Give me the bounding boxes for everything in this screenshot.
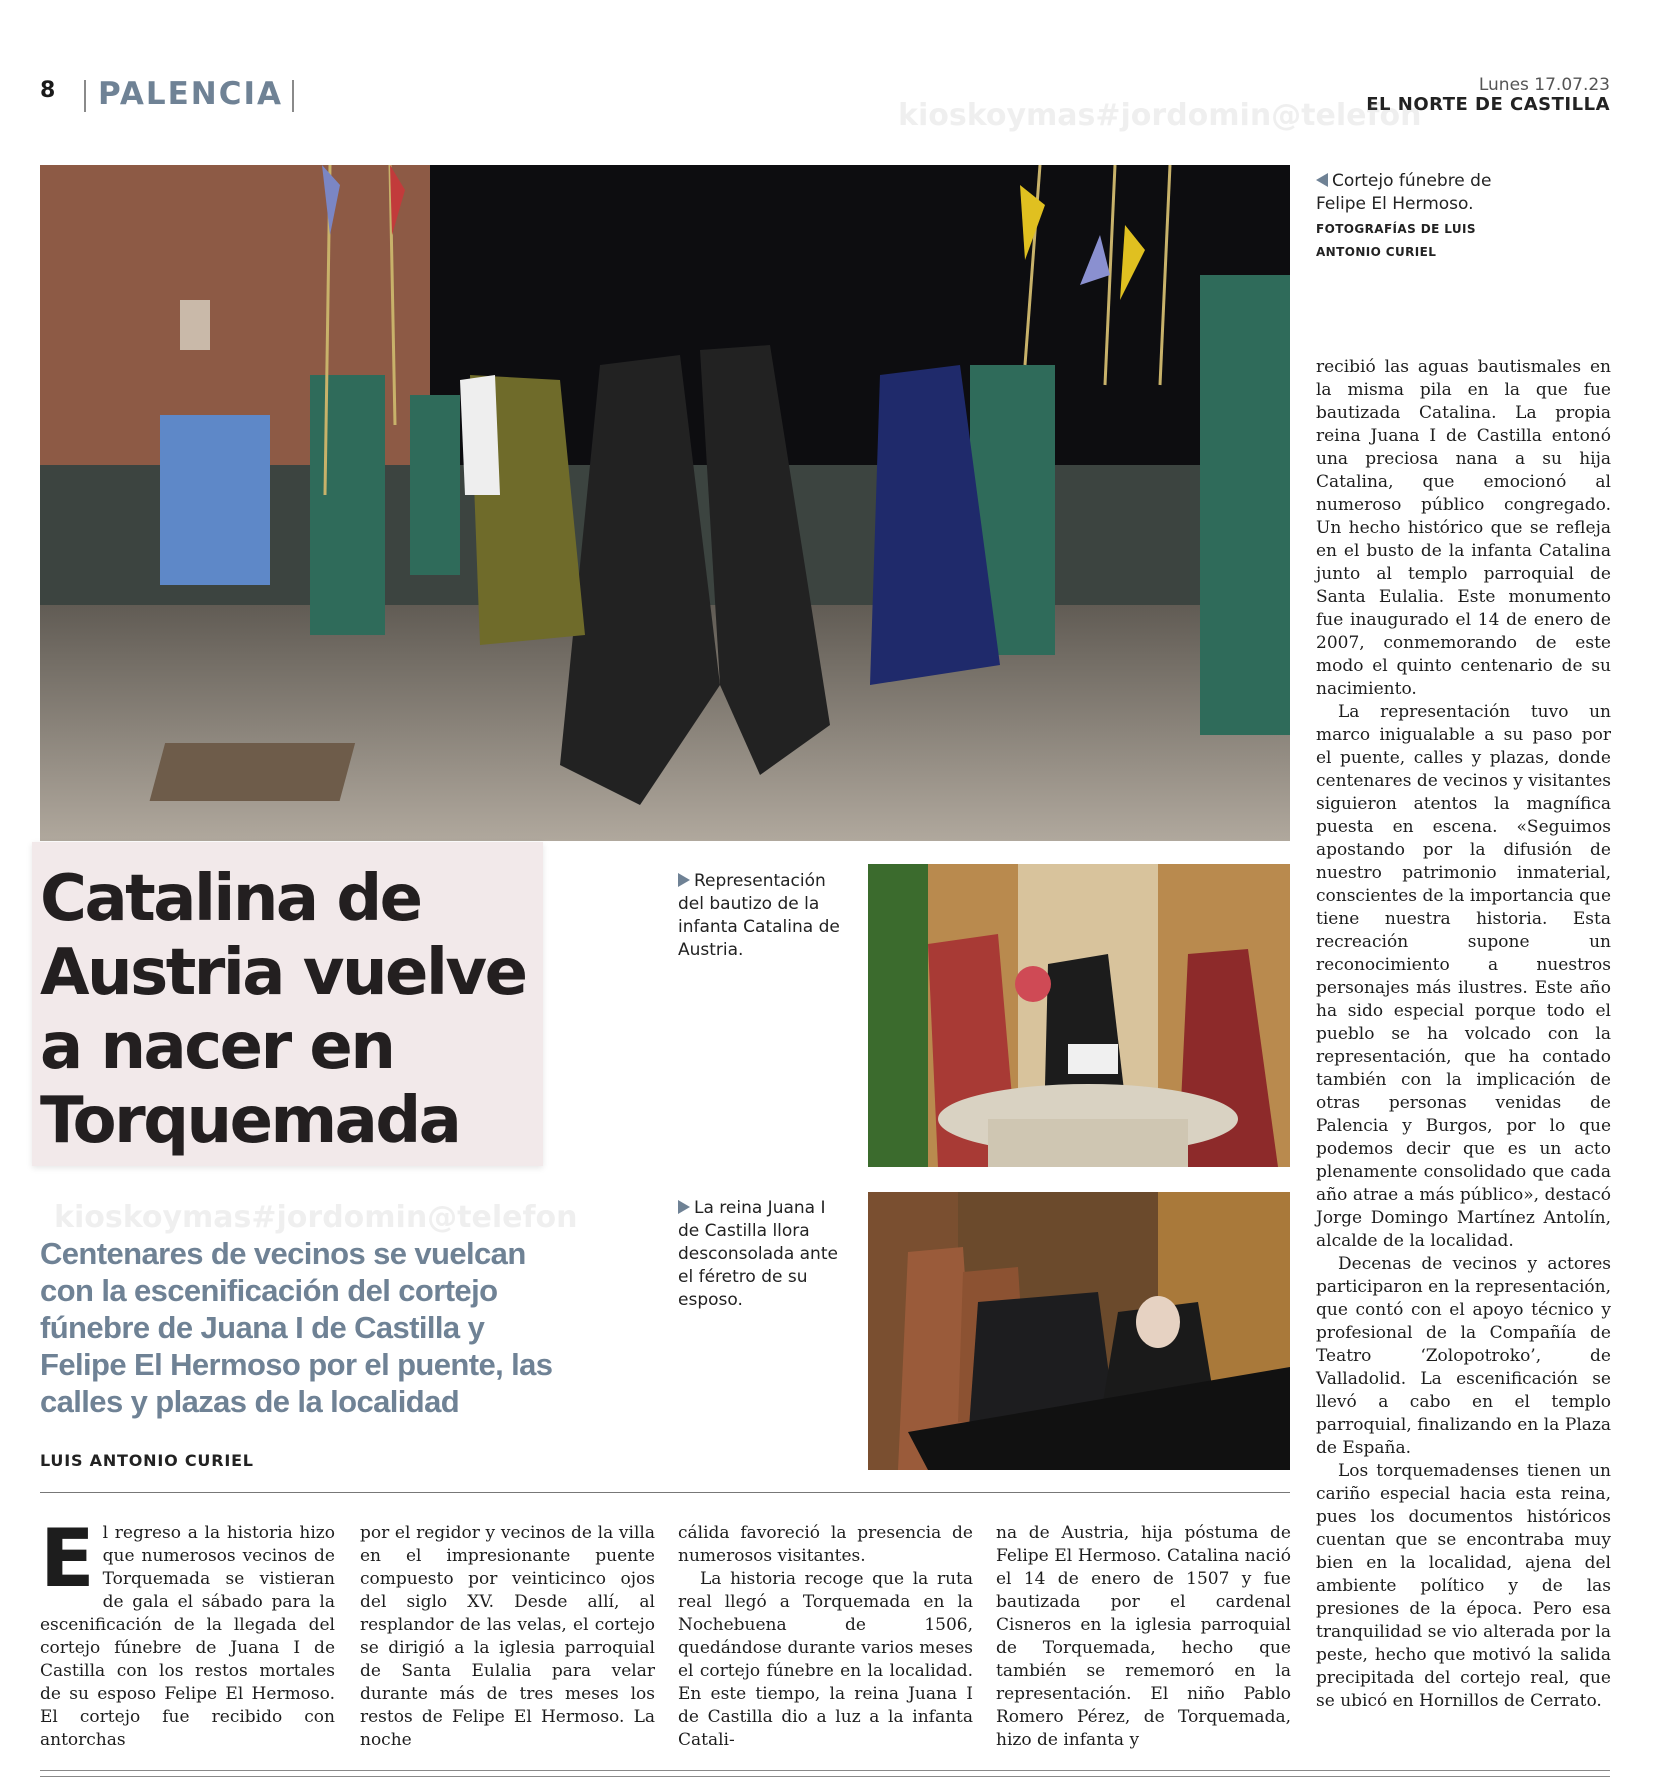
byline-rule — [40, 1492, 1290, 1493]
issue-date: Lunes 17.07.23 — [1478, 75, 1610, 95]
article-column-right: recibió las aguas bautismales en la misma pila en la que fue bautizada Catalina. La propia reina Juana I de Castilla entonó una preciosa nana a su hija Catalina, que emocionó al numeroso público congregado. Un hecho histórico que se refleja en el busto de la infanta Catalina junto al templo parroquial de Santa Eulalia. Este monumento fue inaugurado el 14 de enero de 2007, conmemorando de este modo el quinto centenario de su nacimiento. La representación tuvo un marco inigualable a su paso por el puente, calles y plazas, donde centenares de vecinos y visitantes siguieron atentos la magnífica puesta en escena. «Seguimos apostando por la difusión de nuestro patrimonio inmaterial, conscientes de la importancia que tiene nuestra historia. Esta recreación supone un reconocimiento a nuestros personajes más ilustres. Este año ha sido especial porque todo el pueblo se ha volcado con la representación, que ha contado también con la implicación de otras personas venidas de Palencia y Burgos, por lo que podemos decir que es un acto plenamente consolidado que cada año atrae a más público», destacó Jorge Domingo Martínez Antolín, alcalde de la localidad. Decenas de vecinos y actores participaron en la representación, que contó con el apoyo técnico y profesional de la Compañía de Teatro ‘Zolopotroko’, de Valladolid. La escenificación se llevó a cabo en el templo parroquial, finalizando en la Plaza de España. Los torquemadenses tienen un cariño especial hacia esta reina, pues los documentos históricos cuentan que se encontraba muy bien en la localidad, ajena del ambiente político y de las presiones de la época. Pero esa tranquilidad se vio alterada por la peste, hecho que motivó la salida precipitada del cortejo real, que se ubicó en Hornillos de Cerrato. — [1316, 357, 1611, 1711]
header-divider-left — [84, 80, 86, 112]
watermark-2: kioskoymas#jordomin@telefon — [54, 1200, 578, 1235]
queen-mourning-photo — [868, 1192, 1290, 1470]
caption-pointer-left-icon — [1316, 173, 1328, 187]
footer-rule-top — [40, 1770, 1610, 1771]
newspaper-name: EL NORTE DE CASTILLA — [1366, 94, 1610, 115]
article-column-2: por el regidor y vecinos de la villa en el impresionante puente compuesto por veinticinco ojos del siglo XV. Desde allí, al resplandor de las velas, el cortejo se dirigió a la iglesia parroquial de Santa Eulalia para velar durante más de tres meses los restos de Felipe El Hermoso. La noche — [360, 1523, 655, 1750]
byline: LUIS ANTONIO CURIEL — [40, 1451, 254, 1470]
section-title: PALENCIA — [98, 76, 284, 112]
main-photo-funeral-procession — [40, 165, 1290, 841]
article-column-3: cálida favoreció la presencia de numerosos visitantes. La historia recoge que la ruta real llegó a Torquemada en la Nochebuena de 1506, quedándose durante varios meses el cortejo fúnebre en la localidad. En este tiempo, la reina Juana I de Castilla dio a luz a la infanta Catali- — [678, 1523, 973, 1750]
drop-cap: E — [40, 1512, 95, 1605]
photo-credit: FOTOGRAFÍAS DE LUIS ANTONIO CURIEL — [1316, 222, 1476, 259]
article-column-1: El regreso a la historia hizo que numerosos vecinos de Torquemada se vistieran de gala el sábado para la escenificación de la llegada del cortejo fúnebre de Juana I de Castilla con los restos mortales de su esposo Felipe El Hermoso. El cortejo fue recibido con antorchas — [40, 1512, 335, 1750]
headline: Catalina de Austria vuelve a nacer en Torquemada — [40, 862, 526, 1158]
baptism-photo-caption: Representación del bautizo de la infanta Catalina de Austria. — [678, 871, 840, 960]
caption-pointer-right-icon — [678, 1200, 690, 1214]
queen-photo-caption: La reina Juana I de Castilla llora desconsolada ante el féretro de su esposo. — [678, 1198, 838, 1310]
footer-rule-bottom — [40, 1776, 1610, 1777]
article-column-4: na de Austria, hija póstuma de Felipe El Hermoso. Catalina nació el 14 de enero de 1507 y fue bautizada por el cardenal Cisneros en la iglesia parroquial de Torquemada, hecho que también se rememoró en la representación. El niño Pablo Romero Pérez, de Torquemada, hizo de infanta y — [996, 1523, 1291, 1750]
caption-pointer-right-icon — [678, 873, 690, 887]
main-photo-caption: Cortejo fúnebre de Felipe El Hermoso. — [1316, 171, 1492, 214]
page-number: 8 — [40, 78, 56, 103]
subheadline: Centenares de vecinos se vuelcan con la escenificación del cortejo fúnebre de Juana I de Castilla y Felipe El Hermoso por el puente, las calles y plazas de la localidad — [40, 1236, 553, 1419]
header-divider-right — [292, 80, 294, 112]
baptism-photo — [868, 864, 1290, 1167]
watermark: kioskoymas#jordomin@telefon — [898, 98, 1422, 133]
